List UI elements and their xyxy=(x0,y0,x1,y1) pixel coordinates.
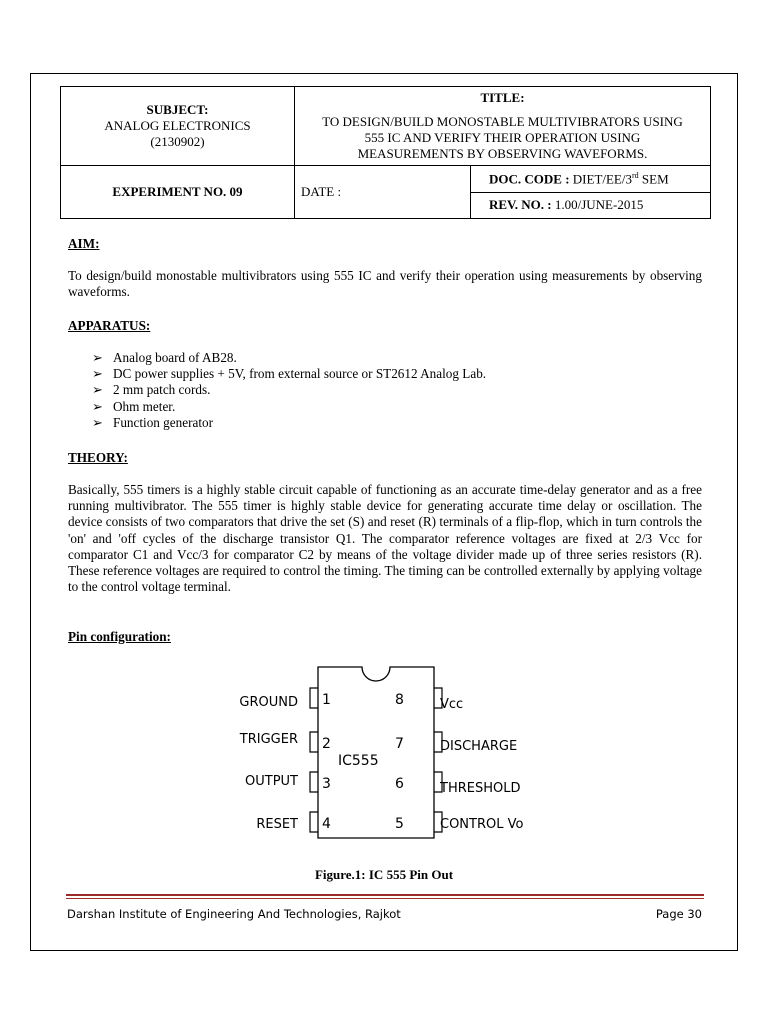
pin-number: 1 xyxy=(322,692,331,708)
pin-name: DISCHARGE xyxy=(440,739,518,754)
experiment-number: EXPERIMENT NO. 09 xyxy=(61,166,295,219)
pin-number: 4 xyxy=(322,816,331,832)
apparatus-item: Function generator xyxy=(113,414,213,430)
pin-number: 6 xyxy=(395,776,404,792)
apparatus-item: Ohm meter. xyxy=(113,398,176,414)
header-table xyxy=(60,86,711,219)
aim-heading: AIM: xyxy=(68,236,100,251)
theory-text: Basically, 555 timers is a highly stable circuit capable of functioning as an accurate time-delay generator and as a free running multivibrator. The 555 timer is highly stable device for generating accurate time delay or oscillation. The device consists of two comparators that drive the set (S) and reset (R) terminals of a flip-flop, which in turn controls the 'on' and 'off cycles of the discharge transistor Q1. The comparator reference voltages are fixed at 2/3 Vcc for comparator C1 and Vcc/3 for comparator C2 by means of the voltage divider made up of three series resistors (R). These reference voltages are required to control the timing. The timing can be controlled externally by applying voltage to the control voltage terminal. xyxy=(68,482,702,595)
rev-no xyxy=(471,192,711,219)
title-label: TITLE: xyxy=(480,90,525,105)
apparatus-list xyxy=(92,350,486,431)
pin-config-heading: Pin configuration: xyxy=(68,629,171,644)
doc-code-tail: SEM xyxy=(641,170,669,186)
pin-number: 2 xyxy=(322,736,331,752)
pin-stub xyxy=(310,772,318,792)
pin-name: OUTPUT xyxy=(245,774,298,789)
subject-label: SUBJECT: xyxy=(146,102,209,117)
footer-rule xyxy=(66,898,704,899)
date-field: DATE : xyxy=(295,166,471,219)
pin-number: 3 xyxy=(322,776,331,792)
pin-stub xyxy=(310,812,318,832)
list-item xyxy=(92,366,486,382)
aim-text: To design/build monostable multivibrators using 555 IC and verify their operation using measurements by observing waveforms. xyxy=(68,268,702,300)
footer-rule xyxy=(66,894,704,896)
apparatus-item: Analog board of AB28. xyxy=(113,350,237,365)
arrow-bullet-icon: ➢ xyxy=(92,414,104,430)
pin-name: RESET xyxy=(256,817,298,832)
footer-institute: Darshan Institute of Engineering And Technologies, Rajkot xyxy=(67,907,401,921)
arrow-bullet-icon: ➢ xyxy=(92,366,104,382)
footer-page-number: Page 30 xyxy=(655,907,702,921)
apparatus-item: 2 mm patch cords. xyxy=(113,382,211,398)
arrow-bullet-icon: ➢ xyxy=(92,350,104,365)
list-item xyxy=(92,350,486,366)
pin-number: 5 xyxy=(395,816,404,832)
pin-name: TRIGGER xyxy=(239,732,298,747)
doc-code-value: DIET/EE/3 xyxy=(572,170,632,186)
rev-value: 1.00/JUNE-2015 xyxy=(554,197,644,213)
title-text: TO DESIGN/BUILD MONOSTABLE MULTIVIBRATORS USING 555 IC AND VERIFY THEIR OPERATION USING MEASUREMENTS BY OBSERVING WAVEFORMS. xyxy=(322,114,683,161)
ic555-pinout-diagram xyxy=(230,660,540,845)
rev-label: REV. NO. : xyxy=(489,197,552,213)
pin-number: 7 xyxy=(395,736,404,752)
doc-code-sup: rd xyxy=(632,170,639,180)
list-item xyxy=(92,415,486,431)
pin-name: THRESHOLD xyxy=(440,781,521,796)
pin-number: 8 xyxy=(395,692,404,708)
apparatus-heading: APPARATUS: xyxy=(68,318,151,333)
apparatus-item: DC power supplies + 5V, from external source or ST2612 Analog Lab. xyxy=(113,366,487,382)
arrow-bullet-icon: ➢ xyxy=(92,398,104,414)
doc-code-label: DOC. CODE : xyxy=(489,170,570,186)
pin-stub xyxy=(310,732,318,752)
subject-name: ANALOG ELECTRONICS xyxy=(104,118,251,133)
list-item xyxy=(92,399,486,415)
pin-name: GROUND xyxy=(239,695,298,710)
subject-code: (2130902) xyxy=(150,134,205,149)
title-cell xyxy=(295,87,711,166)
arrow-bullet-icon: ➢ xyxy=(92,382,104,398)
pin-name: CONTROL Vo xyxy=(440,817,524,832)
pin-stub xyxy=(310,688,318,708)
list-item xyxy=(92,382,486,398)
subject-cell xyxy=(61,87,295,166)
theory-heading: THEORY: xyxy=(68,450,128,465)
chip-label: IC555 xyxy=(338,753,379,769)
doc-code xyxy=(471,166,711,193)
figure-caption: Figure.1: IC 555 Pin Out xyxy=(314,867,454,882)
pin-name: Vcc xyxy=(440,697,464,712)
